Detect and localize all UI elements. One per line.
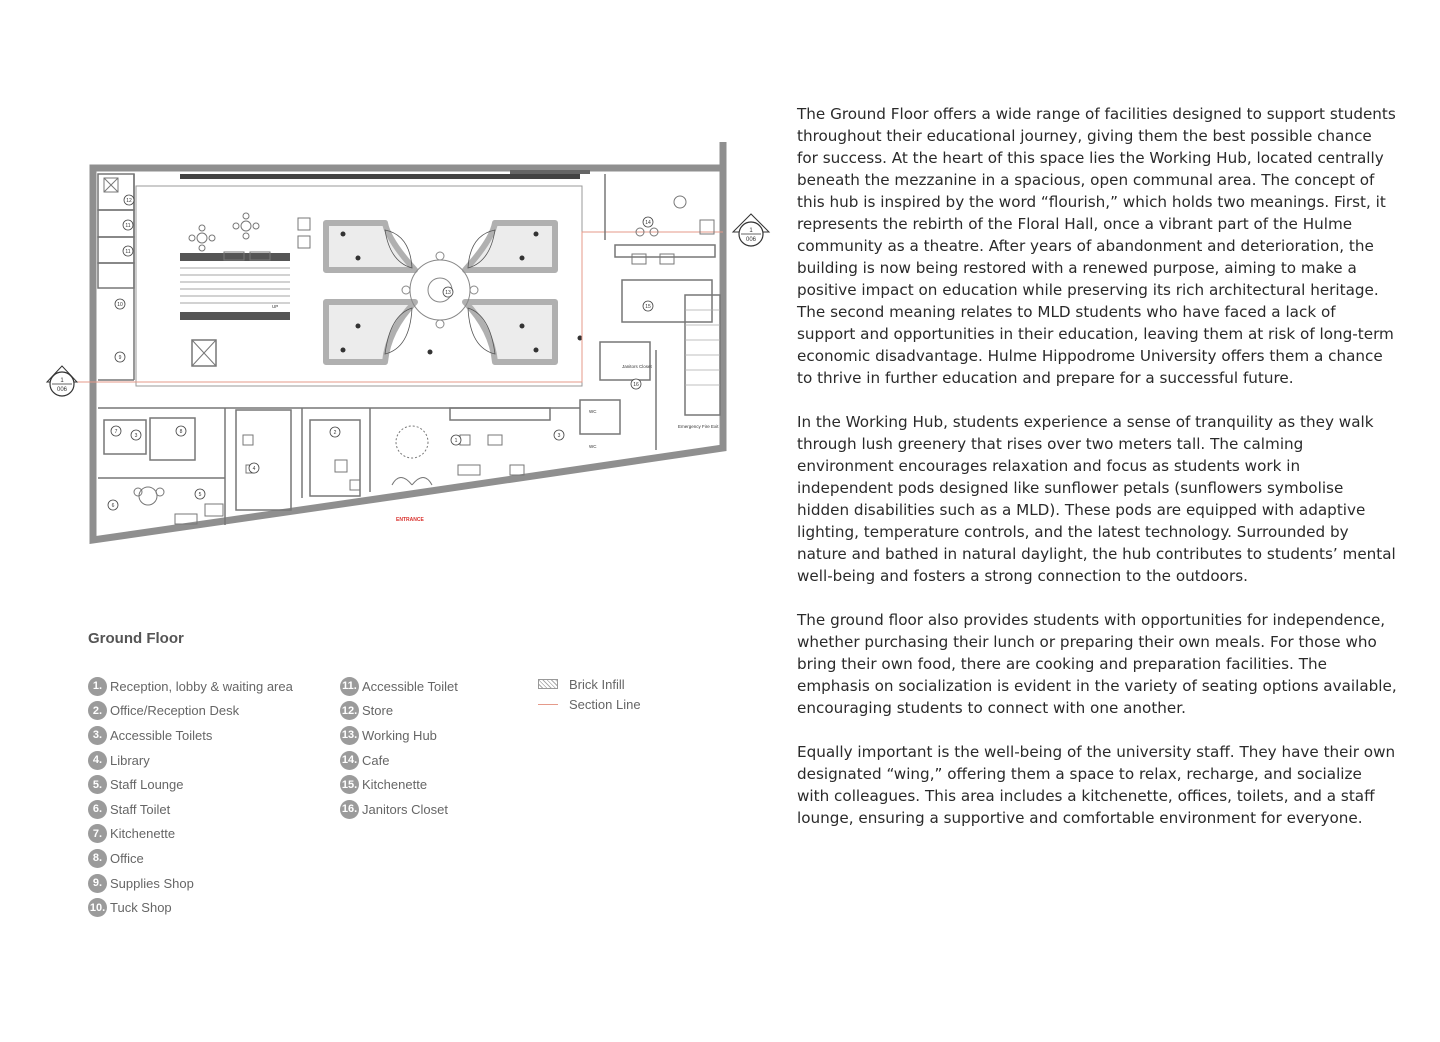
legend-label: Store	[362, 703, 394, 719]
room-number-label: 2	[333, 430, 337, 436]
legend-number: 1.	[88, 677, 107, 696]
legend-number: 8.	[88, 849, 107, 868]
key-label: Brick Infill	[569, 676, 625, 692]
legend-item	[88, 797, 293, 822]
floor-plan	[40, 130, 780, 560]
legend-number: 14.	[340, 751, 359, 770]
key-item-section-line	[538, 694, 641, 714]
legend-item	[88, 846, 293, 871]
section-tag-left-top: 1	[60, 378, 64, 384]
description-paragraph: Equally important is the well-being of the university staff. They have their own designated “wing,” offering them a space to relax, recharge, and socialize with colleagues. This area includes a kitchenette, offices, toilets, and a staff lounge, ensuring a supportive and comfortable environment for everyone.	[797, 743, 1396, 827]
legend-label: Reception, lobby & waiting area	[110, 678, 293, 694]
legend-column-2	[340, 674, 458, 822]
legend-label: Office	[110, 850, 144, 866]
legend-number: 5.	[88, 775, 107, 794]
right-rooms	[580, 174, 720, 450]
cafe-seating	[632, 196, 714, 264]
up-label: UP	[272, 304, 279, 309]
room-number-label: 5	[198, 492, 202, 498]
legend-number: 12.	[340, 701, 359, 720]
legend-column-1	[88, 674, 293, 920]
legend-label: Working Hub	[362, 727, 437, 743]
legend-number: 11.	[340, 677, 359, 696]
legend-number: 3.	[88, 726, 107, 745]
legend-label: Staff Toilet	[110, 801, 171, 817]
legend-number: 10.	[88, 898, 107, 917]
legend-label: Janitors Closet	[362, 801, 448, 817]
hub-seating	[189, 213, 310, 260]
legend-item	[88, 748, 293, 773]
legend-number: 6.	[88, 800, 107, 819]
legend-label: Cafe	[362, 752, 390, 768]
floor-plan-drawing	[40, 130, 780, 560]
legend-item	[340, 674, 458, 699]
description-text	[797, 103, 1397, 851]
legend-item	[88, 772, 293, 797]
legend-item	[340, 797, 458, 822]
room-number-label: 10	[117, 302, 123, 308]
legend-number: 2.	[88, 701, 107, 720]
description-paragraph: In the Working Hub, students experience a sense of tranquility as they walk through lush greenery that rises over two meters tall. The calming environment encourages relaxation and focus as students work in independent pods designed like sunflower petals (sunflowers symbolise hidden disabilities such as a MLD). These pods are equipped with adaptive lighting, temperature controls, and the latest technology. Surrounded by nature and bathed in natural daylight, the hub contributes to students’ mental well-being and fosters a strong connection to the outdoors.	[797, 413, 1396, 585]
room-number-label: 3	[134, 433, 138, 439]
escalators	[180, 253, 290, 366]
room-number-label: 3	[557, 433, 561, 439]
room-number-label: 16	[633, 382, 639, 388]
legend-item	[340, 772, 458, 797]
legend-item	[340, 699, 458, 724]
legend-item	[88, 723, 293, 748]
legend-label: Kitchenette	[110, 826, 176, 842]
legend-label: Accessible Toilet	[362, 678, 458, 694]
legend-number: 7.	[88, 824, 107, 843]
legend-number: 13.	[340, 726, 359, 745]
legend-label: Office/Reception Desk	[110, 703, 240, 719]
room-number-label: 15	[645, 304, 651, 310]
legend-item	[340, 723, 458, 748]
legend-number: 9.	[88, 874, 107, 893]
legend-number: 16.	[340, 800, 359, 819]
janitors-closet-label: Janitors Closet	[622, 364, 652, 369]
room-number-label: 7	[114, 429, 118, 435]
legend-label: Accessible Toilets	[110, 727, 213, 743]
legend-key	[538, 674, 641, 714]
legend-item	[88, 895, 293, 920]
room-number-label: 11	[125, 249, 131, 255]
description-paragraph: The Ground Floor offers a wide range of facilities designed to support students throughout their educational journey, giving them the best possible chance for success. At the heart of this space lies the Working Hub, located centrally beneath the mezzanine in a spacious, open communal area. The concept of this hub is inspired by the word “flourish,” which holds two meanings. First, it represents the rebirth of the Floral Hall, once a vibrant part of the Hulme community as a theatre. After years of abandonment and deterioration, the building is now being restored with a renewed purpose, aiming to make a positive impact on education while preserving its rich architectural heritage. The second meaning relates to MLD students who have faced a lack of support and opportunities in their education, leaving them at risk of long-term economic disadvantage. Hulme Hippodrome University offers them a chance to thrive in further education and prepare for a successful future.	[797, 105, 1396, 387]
legend-label: Staff Lounge	[110, 777, 184, 793]
entrance-doors	[392, 478, 432, 486]
legend-item	[88, 699, 293, 724]
room-number-label: 1	[454, 438, 458, 444]
legend-number: 4.	[88, 751, 107, 770]
key-item-brick-infill	[538, 674, 641, 694]
section-tag-left-bottom: 006	[56, 387, 68, 393]
legend-item	[88, 871, 293, 896]
legend-label: Tuck Shop	[110, 900, 172, 916]
legend-label: Supplies Shop	[110, 875, 194, 891]
room-number-label: 11	[125, 223, 131, 229]
legend-item	[88, 674, 293, 699]
wc-label-2: WC	[589, 444, 597, 449]
legend-label: Library	[110, 752, 150, 768]
legend-item	[88, 822, 293, 847]
section-tag-right	[733, 214, 769, 246]
wc-label-1: WC	[589, 409, 597, 414]
legend-label: Kitchenette	[362, 777, 428, 793]
entrance-label: ENTRANCE	[396, 517, 424, 523]
room-number-label: 4	[252, 466, 256, 472]
section-tag-right-bottom: 006	[745, 237, 757, 243]
room-number-label: 9	[118, 355, 122, 361]
room-number-label: 8	[179, 429, 183, 435]
legend-item	[340, 748, 458, 773]
fire-exit-label: Emergency Fire Exit	[678, 424, 719, 429]
sunflower-pods	[385, 230, 495, 354]
store-crossbox	[104, 178, 118, 192]
room-number-label: 6	[111, 503, 115, 509]
room-number-label: 13	[445, 290, 451, 296]
section-line-swatch-icon	[538, 704, 558, 705]
legend-number: 15.	[340, 775, 359, 794]
room-number-label: 14	[645, 220, 651, 226]
legend-title: Ground Floor	[88, 630, 184, 647]
section-tag-left	[47, 366, 77, 396]
section-tag-right-top: 1	[749, 228, 753, 234]
room-number-label: 12	[126, 198, 132, 204]
planter-beds	[326, 223, 555, 362]
hatch-swatch-icon	[538, 679, 558, 689]
description-paragraph: The ground floor also provides students with opportunities for independence, whether purchasing their lunch or preparing their own meals. For those who bring their own food, there are cooking and preparation facilities. The emphasis on socialization is evident in the variety of seating options available, encouraging students to connect with one another.	[797, 611, 1397, 717]
hub-central-table	[402, 252, 478, 328]
key-label: Section Line	[569, 696, 641, 712]
